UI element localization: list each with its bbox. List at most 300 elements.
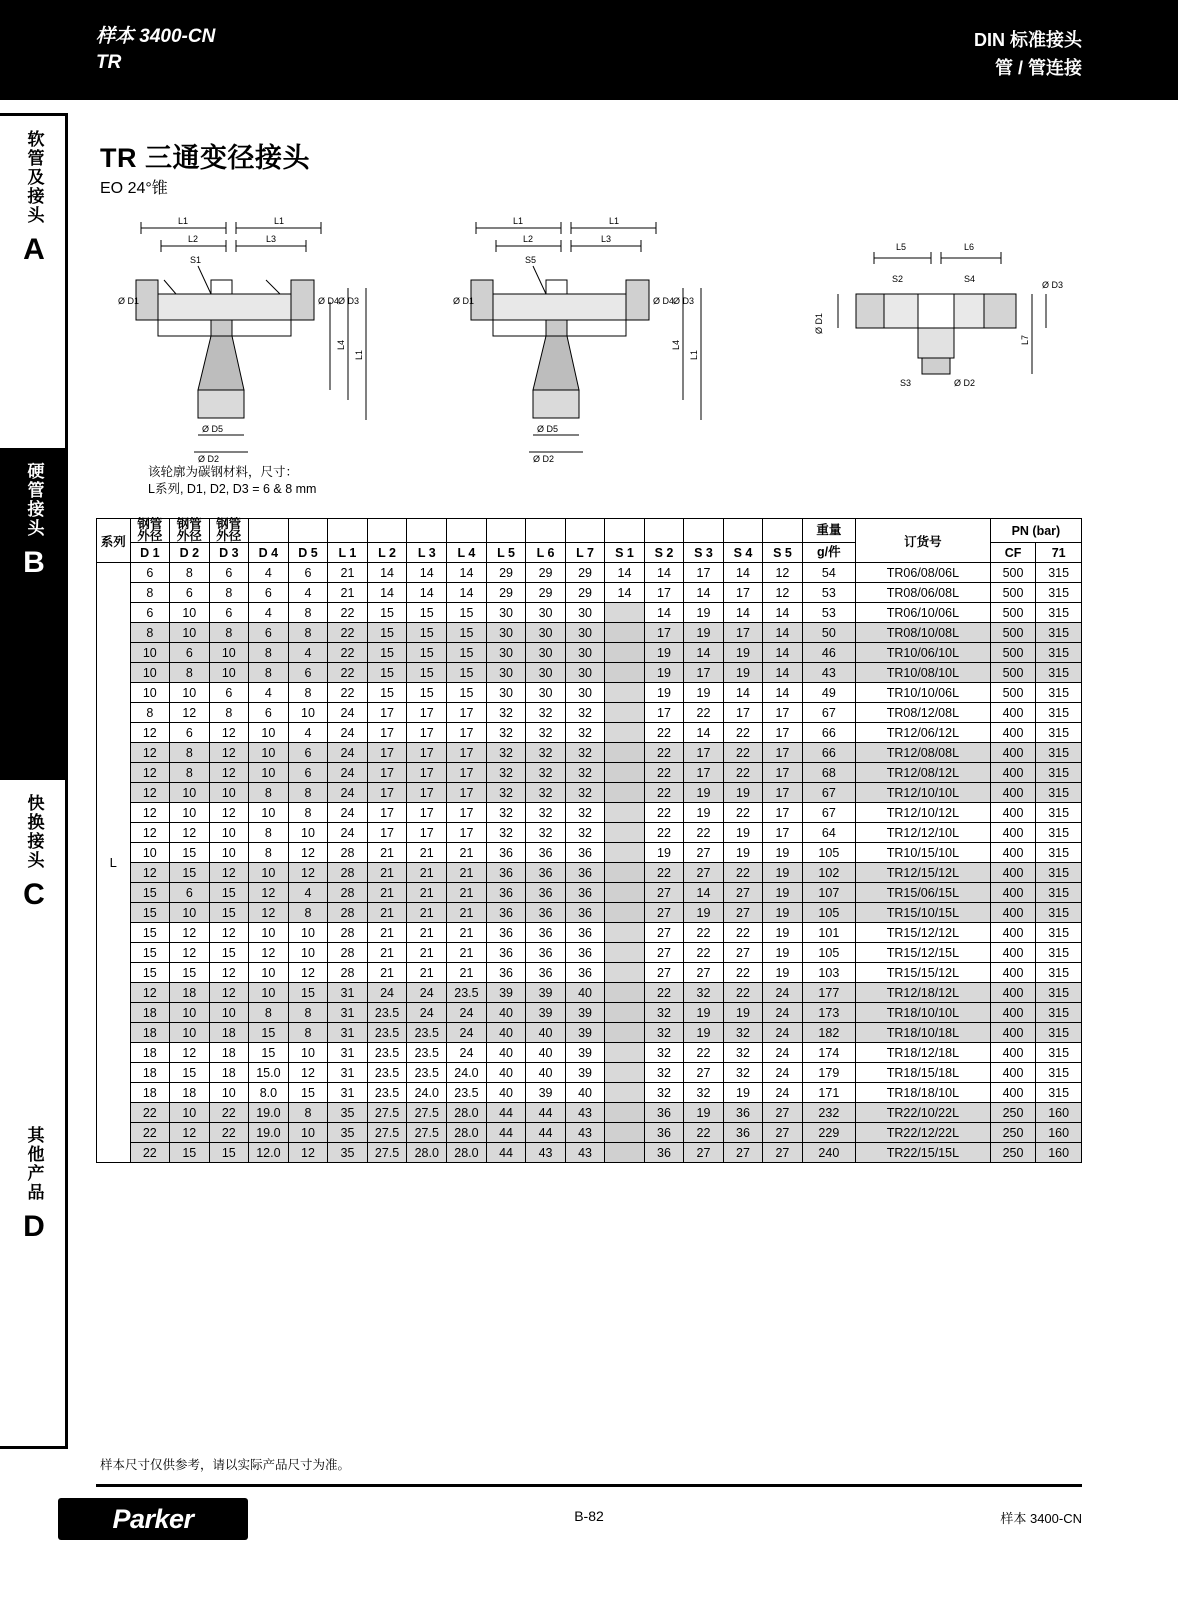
cell-l5: 36 — [486, 943, 525, 963]
cell-d3: 15 — [209, 1143, 248, 1163]
table-row — [97, 803, 1082, 823]
cell-l6: 36 — [526, 963, 565, 983]
table-row — [97, 583, 1082, 603]
cell-pn71: 315 — [1036, 563, 1082, 583]
catalog-number: 样本 3400-CN — [96, 26, 216, 47]
cell-d5: 8 — [288, 783, 327, 803]
svg-text:L2: L2 — [523, 234, 534, 244]
cell-l1: 28 — [328, 923, 367, 943]
cell-l1: 31 — [328, 1063, 367, 1083]
cell-d3: 22 — [209, 1103, 248, 1123]
cell-s3: 22 — [684, 1123, 723, 1143]
cell-d3: 6 — [209, 683, 248, 703]
page-header — [0, 0, 1178, 100]
table-row — [97, 823, 1082, 843]
cell-s1 — [605, 983, 644, 1003]
cell-s4: 22 — [723, 803, 762, 823]
cell-l6: 43 — [526, 1143, 565, 1163]
cell-order: TR08/10/08L — [856, 623, 991, 643]
cell-l6: 36 — [526, 943, 565, 963]
cell-l2: 21 — [367, 903, 407, 923]
cell-d2: 18 — [170, 983, 209, 1003]
cell-pn71: 315 — [1036, 963, 1082, 983]
table-head — [97, 519, 1082, 563]
cell-d5: 4 — [288, 643, 327, 663]
cell-cf: 400 — [990, 903, 1036, 923]
cell-weight: 53 — [802, 583, 855, 603]
cell-d3: 8 — [209, 623, 248, 643]
svg-text:Ø D5: Ø D5 — [537, 424, 559, 434]
cell-s4: 17 — [723, 623, 762, 643]
svg-text:L1: L1 — [609, 216, 620, 226]
cell-s5: 24 — [763, 1023, 802, 1043]
cell-l3: 21 — [407, 903, 447, 923]
cell-d1: 18 — [130, 1043, 169, 1063]
cell-s5: 19 — [763, 843, 802, 863]
cell-l7: 39 — [565, 1003, 604, 1023]
cell-s2: 22 — [644, 743, 683, 763]
cell-l7: 39 — [565, 1043, 604, 1063]
cell-l4: 17 — [447, 723, 487, 743]
cell-weight: 102 — [802, 863, 855, 883]
cell-order: TR12/10/10L — [856, 783, 991, 803]
cell-l3: 14 — [407, 563, 447, 583]
cell-s3: 14 — [684, 723, 723, 743]
cell-l6: 29 — [526, 583, 565, 603]
rail-letter-d: D — [23, 1210, 45, 1243]
cell-d4: 10 — [249, 923, 289, 943]
cell-s1 — [605, 923, 644, 943]
cell-d3: 12 — [209, 723, 248, 743]
cell-l2: 27.5 — [367, 1123, 407, 1143]
cell-s2: 27 — [644, 963, 683, 983]
cell-s2: 22 — [644, 723, 683, 743]
th-d4: D 4 — [249, 543, 289, 563]
cell-d5: 8 — [288, 683, 327, 703]
cell-s5: 14 — [763, 643, 802, 663]
cell-d2: 15 — [170, 863, 209, 883]
cell-s4: 14 — [723, 603, 762, 623]
cell-s4: 22 — [723, 923, 762, 943]
svg-text:S1: S1 — [190, 255, 202, 265]
rail-section-a[interactable] — [0, 116, 68, 448]
cell-d4: 19.0 — [249, 1103, 289, 1123]
cell-order: TR12/08/12L — [856, 763, 991, 783]
cell-s2: 27 — [644, 943, 683, 963]
svg-text:Ø D1: Ø D1 — [814, 312, 824, 334]
cell-l4: 21 — [447, 903, 487, 923]
cell-order: TR18/15/18L — [856, 1063, 991, 1083]
th-cf: CF — [990, 543, 1036, 563]
th-blank-l2 — [367, 519, 407, 543]
drawing-view-1 — [116, 210, 416, 495]
th-l7: L 7 — [565, 543, 604, 563]
svg-text:L1: L1 — [513, 216, 524, 226]
cell-d2: 10 — [170, 683, 209, 703]
cell-d1: 12 — [130, 983, 169, 1003]
cell-s5: 12 — [763, 583, 802, 603]
cell-l4: 24.0 — [447, 1063, 487, 1083]
cell-l3: 21 — [407, 863, 447, 883]
cell-l4: 17 — [447, 803, 487, 823]
cell-s2: 22 — [644, 863, 683, 883]
cell-l6: 32 — [526, 723, 565, 743]
cell-l1: 28 — [328, 883, 367, 903]
cell-d1: 12 — [130, 743, 169, 763]
cell-order: TR10/10/06L — [856, 683, 991, 703]
cell-s5: 19 — [763, 923, 802, 943]
cell-weight: 229 — [802, 1123, 855, 1143]
cell-s3: 19 — [684, 603, 723, 623]
cell-s1 — [605, 783, 644, 803]
cell-order: TR12/15/12L — [856, 863, 991, 883]
th-blank-l7 — [565, 519, 604, 543]
cell-l1: 21 — [328, 563, 367, 583]
cell-l5: 36 — [486, 903, 525, 923]
th-l2: L 2 — [367, 543, 407, 563]
cell-pn71: 315 — [1036, 763, 1082, 783]
cell-s3: 32 — [684, 1083, 723, 1103]
cell-l4: 17 — [447, 703, 487, 723]
table-row — [97, 623, 1082, 643]
cell-d2: 8 — [170, 563, 209, 583]
cell-d4: 10 — [249, 983, 289, 1003]
svg-text:L3: L3 — [601, 234, 612, 244]
cell-l2: 23.5 — [367, 1023, 407, 1043]
cell-l2: 23.5 — [367, 1063, 407, 1083]
cell-s3: 19 — [684, 1023, 723, 1043]
cell-l7: 30 — [565, 603, 604, 623]
cell-pn71: 315 — [1036, 1043, 1082, 1063]
cell-s2: 17 — [644, 623, 683, 643]
cell-l5: 40 — [486, 1063, 525, 1083]
cell-d5: 12 — [288, 1063, 327, 1083]
cell-l3: 21 — [407, 843, 447, 863]
svg-text:L6: L6 — [964, 242, 975, 252]
cell-l5: 32 — [486, 763, 525, 783]
cell-order: TR22/15/15L — [856, 1143, 991, 1163]
cell-d1: 6 — [130, 603, 169, 623]
svg-text:Ø D3: Ø D3 — [673, 296, 695, 306]
cell-l7: 40 — [565, 983, 604, 1003]
cell-order: TR18/10/10L — [856, 1003, 991, 1023]
cell-d1: 18 — [130, 1023, 169, 1043]
svg-text:L1: L1 — [689, 349, 699, 360]
cell-l1: 31 — [328, 983, 367, 1003]
cell-l5: 30 — [486, 683, 525, 703]
cell-d2: 10 — [170, 803, 209, 823]
cell-l6: 44 — [526, 1123, 565, 1143]
cell-order: TR18/12/18L — [856, 1043, 991, 1063]
cell-s5: 19 — [763, 883, 802, 903]
th-l3: L 3 — [407, 543, 447, 563]
cell-s3: 17 — [684, 743, 723, 763]
cell-l6: 30 — [526, 623, 565, 643]
cell-l6: 30 — [526, 663, 565, 683]
cell-l1: 31 — [328, 1083, 367, 1103]
cell-l4: 24 — [447, 1043, 487, 1063]
cell-s1 — [605, 1023, 644, 1043]
cell-l1: 24 — [328, 703, 367, 723]
cell-l7: 30 — [565, 683, 604, 703]
svg-text:L1: L1 — [354, 349, 364, 360]
cell-weight: 54 — [802, 563, 855, 583]
cell-l4: 14 — [447, 583, 487, 603]
cell-s1: 14 — [605, 583, 644, 603]
cell-d4: 10 — [249, 963, 289, 983]
header-standard: DIN 标准接头 — [974, 30, 1082, 50]
cell-l3: 15 — [407, 643, 447, 663]
footer-note: 样本尺寸仅供参考，请以实际产品尺寸为准。 — [100, 1458, 351, 1472]
cell-s4: 14 — [723, 683, 762, 703]
table-row — [97, 1023, 1082, 1043]
cell-cf: 500 — [990, 683, 1036, 703]
cell-d1: 15 — [130, 943, 169, 963]
cell-l5: 30 — [486, 643, 525, 663]
cell-d3: 8 — [209, 703, 248, 723]
cell-d2: 10 — [170, 1023, 209, 1043]
rail-section-d[interactable] — [0, 1112, 68, 1446]
cell-l1: 28 — [328, 943, 367, 963]
drawing-note-line1: 该轮廓为碳钢材料，尺寸： — [148, 465, 299, 479]
cell-d4: 10 — [249, 763, 289, 783]
cell-pn71: 315 — [1036, 723, 1082, 743]
dimensions-table-wrap — [96, 518, 1082, 1163]
cell-l6: 40 — [526, 1063, 565, 1083]
cell-l4: 17 — [447, 823, 487, 843]
th-l5: L 5 — [486, 543, 525, 563]
cell-l7: 30 — [565, 663, 604, 683]
cell-cf: 400 — [990, 823, 1036, 843]
cell-weight: 64 — [802, 823, 855, 843]
cell-s3: 27 — [684, 863, 723, 883]
cell-weight: 43 — [802, 663, 855, 683]
cell-d5: 6 — [288, 663, 327, 683]
cell-d3: 15 — [209, 943, 248, 963]
cell-order: TR12/18/12L — [856, 983, 991, 1003]
cell-l3: 28.0 — [407, 1143, 447, 1163]
cell-s4: 17 — [723, 583, 762, 603]
cell-s4: 19 — [723, 783, 762, 803]
cell-s3: 22 — [684, 823, 723, 843]
cell-l7: 32 — [565, 783, 604, 803]
cell-l1: 22 — [328, 663, 367, 683]
rail-label-a: 软管及接头 — [24, 130, 44, 225]
table-row — [97, 963, 1082, 983]
svg-text:Ø D1: Ø D1 — [453, 296, 475, 306]
cell-s2: 22 — [644, 983, 683, 1003]
cell-l7: 32 — [565, 763, 604, 783]
cell-s1 — [605, 603, 644, 623]
cell-cf: 400 — [990, 803, 1036, 823]
cell-weight: 171 — [802, 1083, 855, 1103]
cell-pn71: 160 — [1036, 1123, 1082, 1143]
cell-d5: 8 — [288, 1023, 327, 1043]
rail-section-c[interactable] — [0, 780, 68, 1112]
cell-l3: 14 — [407, 583, 447, 603]
cell-order: TR06/08/06L — [856, 563, 991, 583]
cell-s1 — [605, 643, 644, 663]
rail-section-b[interactable] — [0, 448, 68, 780]
cell-s3: 17 — [684, 563, 723, 583]
cell-s2: 27 — [644, 883, 683, 903]
cell-d3: 8 — [209, 583, 248, 603]
cell-d2: 8 — [170, 743, 209, 763]
cell-l6: 29 — [526, 563, 565, 583]
cell-order: TR06/10/06L — [856, 603, 991, 623]
cell-s5: 27 — [763, 1143, 802, 1163]
cell-l2: 17 — [367, 763, 407, 783]
cell-d1: 15 — [130, 963, 169, 983]
cell-s5: 27 — [763, 1103, 802, 1123]
drawing-svg-3 — [796, 210, 1086, 495]
cell-l2: 21 — [367, 923, 407, 943]
cell-s3: 32 — [684, 983, 723, 1003]
cell-d2: 18 — [170, 1083, 209, 1103]
cell-l6: 40 — [526, 1043, 565, 1063]
cell-d5: 8 — [288, 603, 327, 623]
cell-s2: 17 — [644, 703, 683, 723]
cell-l7: 36 — [565, 863, 604, 883]
cell-l1: 31 — [328, 1023, 367, 1043]
cell-d4: 10 — [249, 803, 289, 823]
rail-label-c: 快换接头 — [24, 794, 44, 870]
th-blank-l6 — [526, 519, 565, 543]
cell-d2: 10 — [170, 623, 209, 643]
cell-s1 — [605, 963, 644, 983]
cell-pn71: 315 — [1036, 823, 1082, 843]
table-row — [97, 563, 1082, 583]
cell-d2: 6 — [170, 883, 209, 903]
cell-s4: 32 — [723, 1023, 762, 1043]
cell-l4: 15 — [447, 603, 487, 623]
cell-l1: 31 — [328, 1003, 367, 1023]
cell-l6: 32 — [526, 743, 565, 763]
cell-l5: 32 — [486, 723, 525, 743]
cell-d5: 10 — [288, 923, 327, 943]
cell-s1 — [605, 803, 644, 823]
rail-letter-c: C — [23, 878, 45, 911]
cell-d2: 6 — [170, 723, 209, 743]
cell-cf: 400 — [990, 1023, 1036, 1043]
cell-order: TR22/12/22L — [856, 1123, 991, 1143]
th-d3: D 3 — [209, 543, 248, 563]
cell-s5: 14 — [763, 623, 802, 643]
drawing-view-3 — [796, 210, 1086, 495]
cell-d4: 8 — [249, 643, 289, 663]
cell-s1 — [605, 703, 644, 723]
cell-s5: 14 — [763, 683, 802, 703]
cell-cf: 400 — [990, 1003, 1036, 1023]
cell-d5: 4 — [288, 583, 327, 603]
th-blank-l3 — [407, 519, 447, 543]
cell-s2: 14 — [644, 603, 683, 623]
cell-l3: 17 — [407, 723, 447, 743]
cell-l5: 40 — [486, 1043, 525, 1063]
th-d1: D 1 — [130, 543, 169, 563]
cell-l5: 32 — [486, 823, 525, 843]
cell-s5: 24 — [763, 1083, 802, 1103]
cell-pn71: 160 — [1036, 1103, 1082, 1123]
cell-weight: 67 — [802, 803, 855, 823]
cell-s3: 27 — [684, 1063, 723, 1083]
cell-s4: 27 — [723, 943, 762, 963]
cell-l1: 22 — [328, 643, 367, 663]
cell-d3: 6 — [209, 563, 248, 583]
cell-d5: 6 — [288, 563, 327, 583]
cell-s4: 27 — [723, 883, 762, 903]
cell-d4: 4 — [249, 683, 289, 703]
cell-l1: 35 — [328, 1143, 367, 1163]
cell-l3: 15 — [407, 663, 447, 683]
cell-order: TR12/08/08L — [856, 743, 991, 763]
cell-d2: 10 — [170, 1103, 209, 1123]
cell-s2: 19 — [644, 683, 683, 703]
cell-s3: 14 — [684, 583, 723, 603]
cell-weight: 105 — [802, 843, 855, 863]
cell-order: TR15/10/15L — [856, 903, 991, 923]
cell-cf: 400 — [990, 1083, 1036, 1103]
cell-d2: 12 — [170, 1123, 209, 1143]
cell-l1: 24 — [328, 723, 367, 743]
cell-pn71: 315 — [1036, 623, 1082, 643]
cell-l3: 23.5 — [407, 1023, 447, 1043]
cell-l5: 36 — [486, 963, 525, 983]
cell-s3: 27 — [684, 963, 723, 983]
cell-s3: 17 — [684, 663, 723, 683]
cell-d4: 8 — [249, 663, 289, 683]
cell-d3: 12 — [209, 803, 248, 823]
cell-d4: 6 — [249, 623, 289, 643]
cell-d1: 8 — [130, 623, 169, 643]
th-d2-group: 钢管 外径 — [170, 519, 209, 543]
cell-cf: 500 — [990, 663, 1036, 683]
cell-s3: 19 — [684, 683, 723, 703]
cell-cf: 500 — [990, 603, 1036, 623]
cell-d1: 22 — [130, 1103, 169, 1123]
footer-catalog: 样本 3400-CN — [1000, 1511, 1082, 1526]
cell-l1: 21 — [328, 583, 367, 603]
cell-l5: 30 — [486, 623, 525, 643]
th-d5: D 5 — [288, 543, 327, 563]
cell-l7: 32 — [565, 743, 604, 763]
cell-pn71: 315 — [1036, 1003, 1082, 1023]
cell-s1 — [605, 1143, 644, 1163]
cell-d5: 10 — [288, 1043, 327, 1063]
cell-d5: 12 — [288, 843, 327, 863]
cell-s5: 12 — [763, 563, 802, 583]
cell-pn71: 315 — [1036, 663, 1082, 683]
cell-d3: 18 — [209, 1023, 248, 1043]
cell-s3: 19 — [684, 1103, 723, 1123]
cell-l5: 40 — [486, 1003, 525, 1023]
cell-s1 — [605, 883, 644, 903]
cell-l4: 23.5 — [447, 983, 487, 1003]
cell-d5: 10 — [288, 1123, 327, 1143]
cell-d4: 10 — [249, 863, 289, 883]
technical-drawings — [96, 210, 1096, 495]
cell-s2: 19 — [644, 663, 683, 683]
cell-s1: 14 — [605, 563, 644, 583]
svg-text:L3: L3 — [266, 234, 277, 244]
th-s2: S 2 — [644, 543, 683, 563]
cell-s2: 27 — [644, 903, 683, 923]
cell-s5: 17 — [763, 783, 802, 803]
cell-s5: 19 — [763, 863, 802, 883]
table-row — [97, 763, 1082, 783]
cell-l6: 32 — [526, 783, 565, 803]
cell-l4: 15 — [447, 623, 487, 643]
